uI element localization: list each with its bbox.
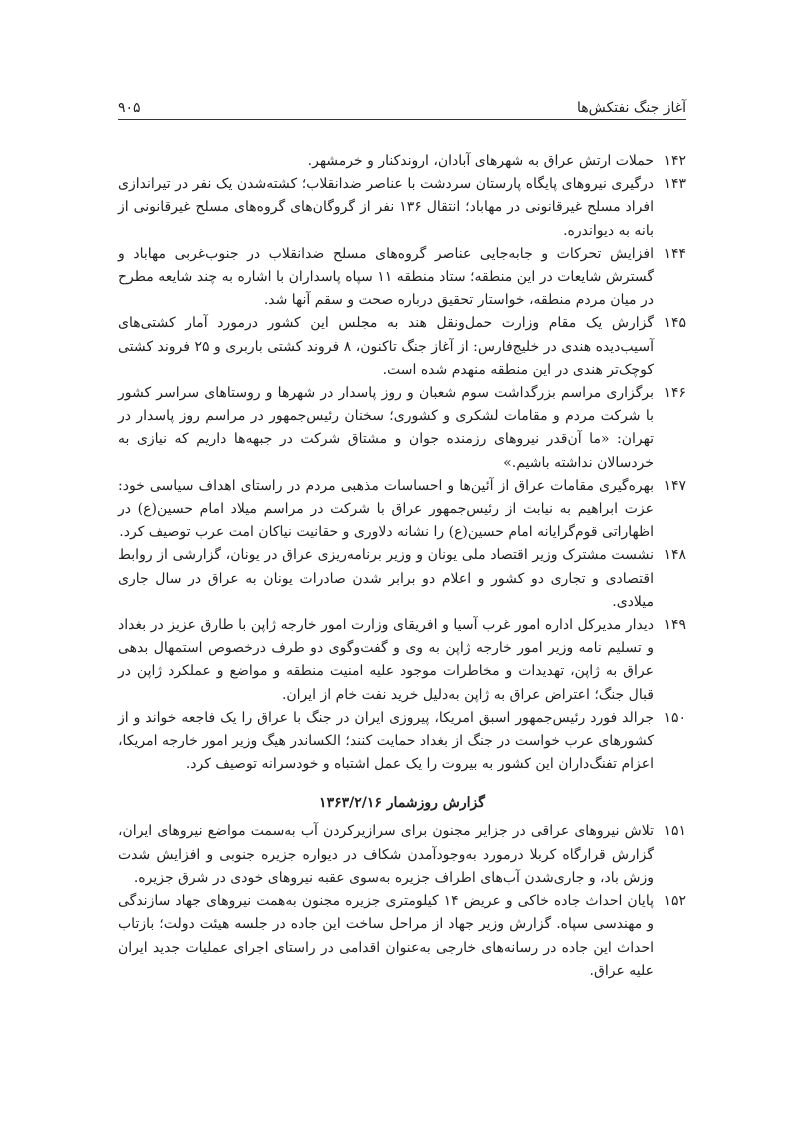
item-number: ۱۴۷ (663, 477, 686, 494)
list-item (118, 890, 686, 983)
item-number: ۱۴۶ (663, 385, 686, 402)
item-text: افزایش تحرکات و جابه‌جایی عناصر گروه‌های مسلح ضدانقلاب در جنوب‌غربی مهاباد و گسترش شایعات در این منطقه؛ ستاد منطقه ۱۱ سپاه پاسداران با اشاره به چند شایعه مطرح در میان مردم منطقه، خواستار تحقیق درباره صحت و سقم آنها شد. (118, 245, 655, 309)
item-text: گزارش یک مقام وزارت حمل‌ونقل هند به مجلس این کشور درمورد آمار کشتی‌های آسیب‌دیده هندی در خلیج‌فارس: از آغاز جنگ تاکنون، ۸ فروند کشتی باربری و ۲۵ فروند کشتی کوچک‌تر هندی در این منطقه منهدم شده است. (118, 315, 655, 378)
item-text: برگزاری مراسم بزرگداشت سوم شعبان و روز پاسدار در شهرها و روستاهای سراسر کشور با شرکت مردم و مقامات لشکری و کشوری؛ سخنان رئیس‌جمهور در مراسم روز پاسدار در تهران: «ما آن‌قدر نیروهای رزمنده جوان و مشتاق شرکت در جبهه‌ها داریم که نیازی به خردسالان نداشته باشیم.» (118, 385, 654, 471)
list-item (118, 820, 686, 890)
list-item (118, 243, 686, 313)
item-number: ۱۵۰ (663, 709, 686, 726)
item-number: ۱۴۵ (663, 315, 686, 332)
list-item (118, 475, 686, 545)
list-item (118, 544, 686, 614)
item-text: نشست مشترک وزیر اقتصاد ملی یونان و وزیر برنامه‌ریزی عراق در یونان، گزارشی از روابط اقتصادی و تجاری دو کشور و اعلام دو برابر شدن صادرات یونان به عراق در سال جاری میلادی. (118, 547, 654, 610)
list-item (118, 173, 686, 243)
header-divider (118, 119, 686, 120)
section-2 (118, 792, 686, 982)
item-number: ۱۴۴ (663, 245, 686, 262)
list-item (118, 312, 686, 382)
section-heading: گزارش روزشمار ۱۳۶۳/۲/۱۶ (319, 795, 485, 812)
item-text: درگیری نیروهای پایگاه پارستان سردشت با عناصر ضدانقلاب؛ کشته‌شدن یک نفر در تیراندازی افراد مسلح غیرقانونی در مهاباد؛ انتقال ۱۳۶ نفر از گروگان‌های گروه‌های مسلح غیرقانونی از بانه به دیواندره. (118, 176, 654, 239)
item-number: ۱۴۸ (663, 547, 686, 564)
section-1 (118, 150, 686, 776)
list-item (118, 382, 686, 475)
item-number: ۱۴۲ (663, 153, 686, 169)
list-item (118, 707, 686, 777)
item-text: پایان احداث جاده خاکی و عریض ۱۴ کیلومتری جزیره مجنون به‌همت نیروهای جهاد سازندگی و مهندسی سپاه. گزارش وزیر جهاد از مراحل ساخت این جاده در جلسه هیئت دولت؛ بازتاب احداث این جاده در رسانه‌های خارجی به‌عنوان اقدامی در راستای اجرای عملیات جدید ایران علیه عراق. (118, 893, 654, 979)
page-header (118, 94, 686, 116)
page-number: ۹۰۵ (118, 100, 141, 116)
item-text: جرالد فورد رئیس‌جمهور اسبق امریکا، پیروزی ایران در جنگ با عراق را یک فاجعه خواند و از کشورهای عرب خواست در جنگ از بغداد حمایت کنند؛ الکساندر هیگ وزیر امور خارجه امریکا، اعزام تفنگ‌داران این کشور به بیروت را یک عمل اشتباه و خودسرانه توصیف کرد. (118, 709, 654, 773)
item-text: دیدار مدیرکل اداره امور غرب آسیا و افریقای وزارت امور خارجه ژاپن با طارق عزیز در بغداد و تسلیم نامه وزیر امور خارجه ژاپن به وی و گفت‌وگوی دو طرف درخصوص استمهال بدهی عراق به ژاپن، تهدیدات و مخاطرات موجود علیه امنیت منطقه و مواضع و عملکرد ژاپن در قبال جنگ؛ اعتراض عراق به ژاپن به‌دلیل خرید نفت خام از ایران. (118, 617, 654, 703)
item-text: تلاش نیروهای عراقی در جزایر مجنون برای سرازیرکردن آب به‌سمت مواضع نیروهای ایران، گزارش قرارگاه کربلا درمورد به‌وجودآمدن شکاف در دیواره جزیره جنوبی و افزایش شدت وزش باد، و جاری‌شدن آب‌های اطراف جزیره به‌سوی عقبه نیروهای خودی در شرق جزیره. (118, 823, 654, 886)
list-item (118, 614, 686, 707)
item-text: حملات ارتش عراق به شهرهای آبادان، اروندکنار و خرمشهر. (307, 153, 654, 169)
running-title: آغاز جنگ نفتکش‌ها (577, 100, 686, 116)
item-number: ۱۴۳ (663, 176, 686, 193)
item-number: ۱۴۹ (663, 617, 686, 634)
list-item (118, 150, 686, 173)
page-body (118, 150, 686, 983)
item-number: ۱۵۱ (663, 823, 686, 840)
item-number: ۱۵۲ (663, 893, 686, 910)
item-text: بهره‌گیری مقامات عراق از آئین‌ها و احساسات مذهبی مردم در راستای اهداف سیاسی خود: عزت ابراهیم به نیابت از رئیس‌جمهور عراق با شرکت در مراسم میلاد امام حسین(ع) در اظهاراتی قوم‌گرایانه امام حسین(ع) را نشانه دلاوری و حقانیت نیاکان امت عرب توصیف کرد. (118, 477, 654, 541)
